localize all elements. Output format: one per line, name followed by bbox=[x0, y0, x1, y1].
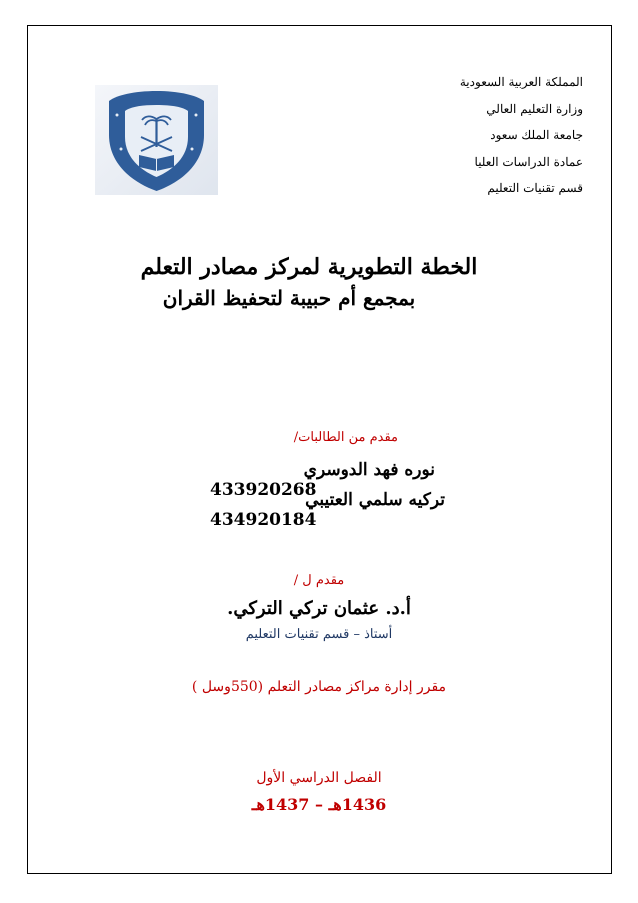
submitted-by-label: مقدم من الطالبات/ bbox=[293, 430, 398, 445]
professor-position: أستاذ – قسم تقنيات التعليم bbox=[245, 627, 393, 642]
ministry-header bbox=[460, 69, 583, 202]
course-name: مقرر إدارة مراكز مصادر التعلم (550وسل ) bbox=[191, 679, 447, 695]
student-name: نوره فهد الدوسري bbox=[303, 460, 435, 480]
header-line: قسم تقنيات التعليم bbox=[487, 181, 583, 195]
university-logo bbox=[95, 85, 218, 195]
header-line: المملكة العربية السعودية bbox=[459, 75, 583, 89]
student-name: تركيه سلمي العتيبي bbox=[305, 490, 445, 510]
semester-years: 1436هـ – 1437هـ bbox=[251, 795, 387, 814]
header-line: وزارة التعليم العالي bbox=[486, 101, 583, 116]
page-subtitle: بمجمع أم حبيبة لتحفيظ القران bbox=[162, 286, 416, 310]
submitted-to-label: مقدم ل / bbox=[293, 573, 345, 588]
semester-label: الفصل الدراسي الأول bbox=[256, 770, 382, 786]
header-line: جامعة الملك سعود bbox=[490, 128, 583, 142]
header-line: عمادة الدراسات العليا bbox=[474, 154, 583, 169]
student-id: 434920184 bbox=[210, 510, 317, 530]
student-row bbox=[210, 490, 445, 530]
page-title: الخطة التطويرية لمركز مصادر التعلم bbox=[140, 254, 478, 280]
student-id: 433920268 bbox=[210, 480, 317, 500]
professor-name: أ.د. عثمان تركي التركي. bbox=[227, 598, 411, 619]
